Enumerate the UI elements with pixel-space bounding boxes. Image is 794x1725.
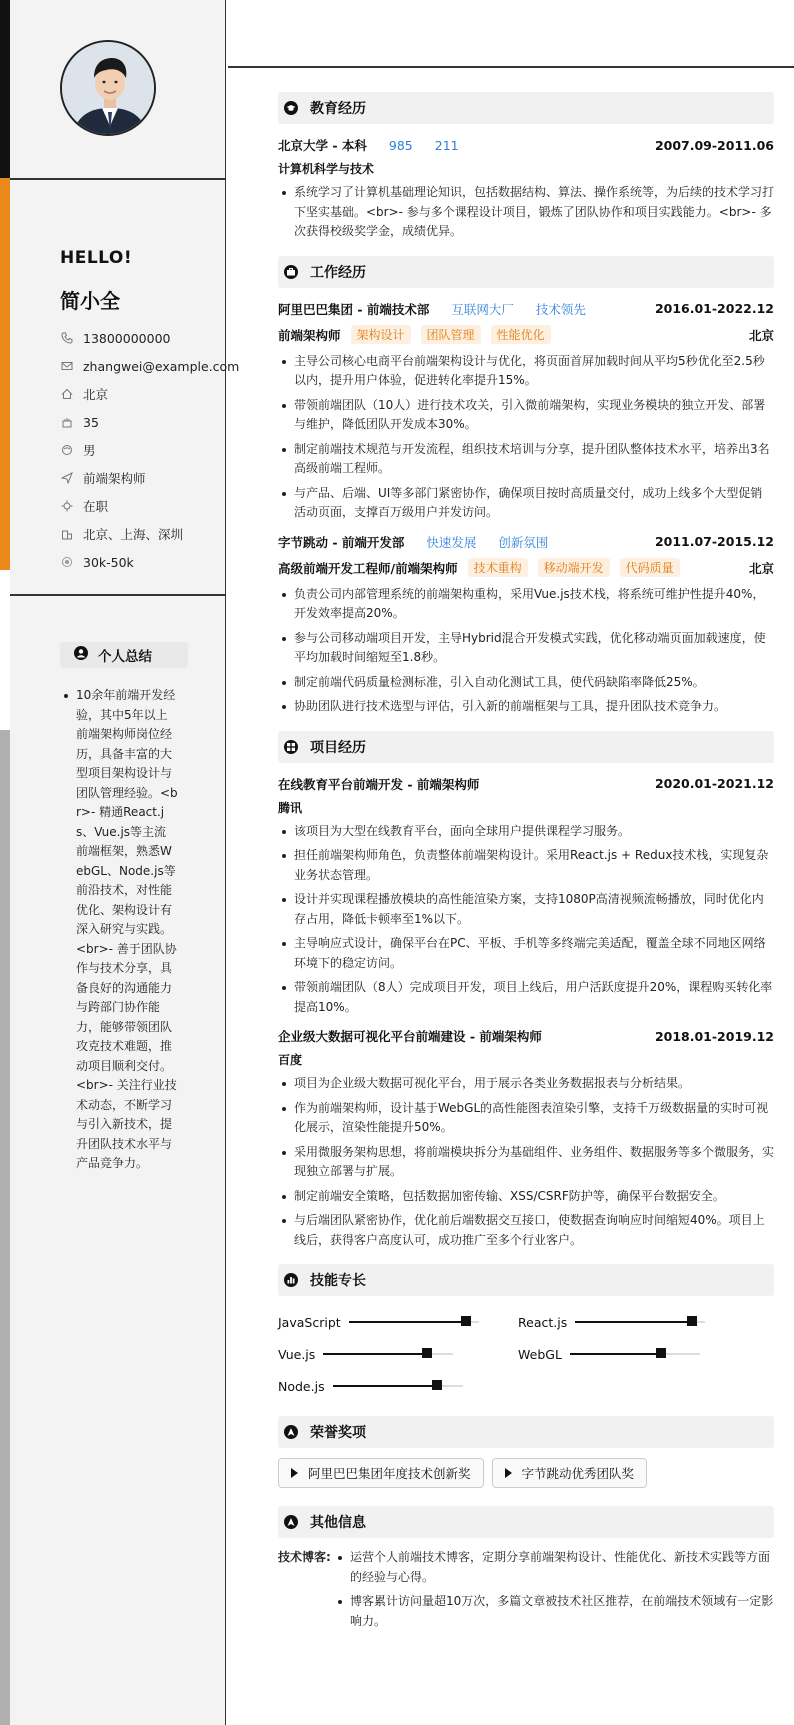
info-cities (60, 520, 239, 548)
info-age (60, 408, 239, 436)
education-row (278, 134, 774, 156)
grid-icon (284, 740, 298, 754)
skill-item (278, 1306, 518, 1338)
age-icon (60, 416, 73, 429)
skill-name: Node.js (278, 1378, 325, 1394)
education-date: 2007.09-2011.06 (654, 137, 774, 153)
play-icon (291, 1468, 298, 1478)
job-company: 阿里巴巴集团 - 前端技术部 (278, 301, 430, 317)
list-item: 博客累计访问量超10万次，多篇文章被技术社区推荐，在前端技术领域有一定影响力。 (334, 1592, 774, 1631)
list-item: 制定前端技术规范与开发流程，组织技术培训与分享，提升团队整体技术水平，培养出3名高级前端工程师。 (278, 440, 774, 479)
list-item: 主导公司核心电商平台前端架构设计与优化，将页面首屏加载时间从平均5秒优化至2.5秒以内，提升用户体验，促进转化率提升15%。 (278, 352, 774, 391)
project-name: 企业级大数据可视化平台前端建设 - 前端架构师 (278, 1029, 542, 1044)
awards-list (278, 1458, 774, 1488)
list-item: 与产品、后端、UI等多部门紧密协作，确保项目按时高质量交付，成功上线多个大型促销活动页面，支撑百万级用户并发访问。 (278, 484, 774, 523)
list-item: 运营个人前端技术博客，定期分享前端架构设计、性能优化、新技术实践等方面的经验与心得。 (334, 1548, 774, 1587)
candidate-name: 简小全 (60, 289, 120, 313)
skill-tag: 性能优化 (491, 325, 551, 344)
sidebar-divider-bottom (10, 594, 225, 596)
header-divider (228, 66, 794, 68)
job-bullets (278, 585, 774, 717)
info-phone-text: 13800000000 (83, 330, 171, 346)
graduation-cap-icon (284, 101, 298, 115)
info-icon (284, 1515, 298, 1529)
job-city: 北京 (748, 560, 774, 576)
left-color-strip (0, 0, 10, 1725)
briefcase-icon (284, 265, 298, 279)
sidebar-divider-top (10, 178, 225, 180)
info-status (60, 492, 239, 520)
list-item: 带领前端团队（10人）进行技术攻关，引入微前端架构，实现业务模块的独立开发、部署与维护，降低团队开发成本30%。 (278, 396, 774, 435)
skill-bar (349, 1321, 479, 1323)
education-bullets (278, 183, 774, 242)
projects-heading (278, 731, 774, 763)
play-icon (505, 1468, 512, 1478)
skill-tag: 架构设计 (351, 325, 411, 344)
skill-tag: 代码质量 (620, 558, 680, 577)
job-date: 2011.07-2015.12 (654, 534, 774, 549)
info-position (60, 464, 239, 492)
job-tag: 创新氛围 (498, 534, 549, 550)
list-item: 项目为企业级大数据可视化平台，用于展示各类业务数据报表与分析结果。 (278, 1074, 774, 1094)
list-item: 协助团队进行技术选型与评估，引入新的前端框架与工具，提升团队技术竞争力。 (278, 697, 774, 717)
list-item: 负责公司内部管理系统的前端架构重构，采用Vue.js技术栈，将系统可维护性提升40%，开发效率提高20%。 (278, 585, 774, 624)
job-role: 高级前端开发工程师/前端架构师 (278, 560, 458, 576)
education-tag: 985 (388, 137, 413, 153)
summary-heading (60, 642, 188, 668)
award-icon (284, 1425, 298, 1439)
awards-heading (278, 1416, 774, 1448)
list-item: 主导响应式设计，确保平台在PC、平板、手机等多终端完美适配，覆盖全球不同地区网络环境下的稳定访问。 (278, 934, 774, 973)
education-heading (278, 92, 774, 124)
content-column (278, 92, 774, 1644)
list-item: 作为前端架构师，设计基于WebGL的高性能图表渲染引擎，支持千万级数据量的实时可视化展示，渲染性能提升50%。 (278, 1099, 774, 1138)
list-item: 该项目为大型在线教育平台，面向全球用户提供课程学习服务。 (278, 822, 774, 842)
skill-bar-knob (422, 1348, 432, 1358)
info-position-text: 前端架构师 (83, 471, 146, 486)
greeting: HELLO! (60, 248, 133, 268)
strip-white (0, 570, 10, 730)
sidebar (10, 0, 240, 1725)
job-entry (278, 298, 774, 523)
job-tag: 快速发展 (426, 534, 477, 550)
info-gender-text: 男 (83, 443, 96, 458)
project-date: 2018.01-2019.12 (654, 1028, 774, 1044)
job-company: 字节跳动 - 前端开发部 (278, 534, 405, 550)
education-tag: 211 (434, 137, 459, 153)
contact-info-list (60, 324, 239, 576)
other-heading (278, 1506, 774, 1538)
info-phone (60, 324, 239, 352)
skill-bar-fill (570, 1353, 661, 1355)
skill-name: WebGL (518, 1346, 562, 1362)
project-org: 腾讯 (278, 800, 303, 815)
skill-bar-fill (323, 1353, 427, 1355)
education-school: 北京大学 - 本科 (278, 138, 367, 153)
other-label: 技术博客: (278, 1550, 331, 1564)
skill-item (518, 1306, 758, 1338)
projects-title: 项目经历 (310, 739, 366, 756)
status-icon (60, 500, 73, 513)
list-item: 担任前端架构师角色，负责整体前端架构设计。采用React.js + Redux技术栈，实现复杂业务状态管理。 (278, 846, 774, 885)
award-item (278, 1458, 484, 1488)
city-icon (60, 528, 73, 541)
job-tag: 互联网大厂 (451, 301, 514, 317)
main-content (228, 0, 794, 1725)
education-major: 计算机科学与技术 (278, 162, 375, 176)
skill-bar-fill (349, 1321, 466, 1323)
list-item: 制定前端代码质量检测标准，引入自动化测试工具，使代码缺陷率降低25%。 (278, 673, 774, 693)
job-role: 前端架构师 (278, 327, 341, 343)
info-email-text: zhangwei@example.com (83, 358, 240, 374)
list-item: 参与公司移动端项目开发，主导Hybrid混合开发模式实践，优化移动端页面加载速度，使平均加载时间缩短至1.8秒。 (278, 629, 774, 668)
skill-tag: 团队管理 (421, 325, 481, 344)
skill-bar (575, 1321, 705, 1323)
skill-bar (570, 1353, 700, 1355)
strip-black (0, 0, 10, 178)
list-item: 设计并实现课程播放模块的高性能渲染方案，支持1080P高清视频流畅播放，同时优化内存占用，降低卡顿率至1%以下。 (278, 890, 774, 929)
salary-icon (60, 556, 73, 569)
project-bullets (278, 822, 774, 1018)
list-item: 制定前端安全策略，包括数据加密传输、XSS/CSRF防护等，确保平台数据安全。 (278, 1187, 774, 1207)
info-status-text: 在职 (83, 499, 109, 514)
summary-title: 个人总结 (98, 649, 152, 665)
other-bullets (334, 1548, 774, 1636)
strip-orange (0, 178, 10, 570)
skill-name: Vue.js (278, 1346, 316, 1362)
skill-bar-knob (687, 1316, 697, 1326)
work-title: 工作经历 (310, 264, 366, 281)
phone-icon (60, 332, 73, 345)
mail-icon (60, 360, 73, 373)
skills-list (278, 1306, 774, 1402)
skills-title: 技能专长 (310, 1273, 366, 1289)
info-cities-text: 北京、上海、深圳 (83, 527, 184, 542)
skill-item (278, 1338, 518, 1370)
skill-bar-knob (656, 1348, 666, 1358)
list-item: 采用微服务架构思想，将前端模块拆分为基础组件、业务组件、数据服务等多个微服务，实现独立部署与扩展。 (278, 1143, 774, 1182)
bar-chart-icon (284, 1273, 298, 1287)
info-gender (60, 436, 239, 464)
job-date: 2016.01-2022.12 (654, 301, 774, 316)
user-icon (74, 646, 88, 664)
award-label: 字节跳动优秀团队奖 (521, 1466, 635, 1481)
skill-tag: 移动端开发 (538, 558, 610, 577)
list-item: 带领前端团队（8人）完成项目开发，项目上线后，用户活跃度提升20%，课程购买转化率提高10%。 (278, 978, 774, 1017)
skill-tag: 技术重构 (468, 558, 528, 577)
project-entry (278, 1025, 774, 1250)
work-heading (278, 256, 774, 288)
project-bullets (278, 1074, 774, 1250)
skill-bar-knob (461, 1316, 471, 1326)
info-location-text: 北京 (83, 387, 109, 402)
info-email (60, 352, 239, 380)
info-age-text: 35 (83, 414, 99, 430)
award-label: 阿里巴巴集团年度技术创新奖 (308, 1466, 471, 1481)
job-tag: 技术领先 (535, 301, 586, 317)
skill-bar (323, 1353, 453, 1355)
list-item: 与后端团队紧密协作，优化前后端数据交互接口，使数据查询响应时间缩短40%。项目上线后，获得客户高度认可，成功推广至多个行业客户。 (278, 1211, 774, 1250)
job-bullets (278, 352, 774, 523)
job-city: 北京 (748, 327, 774, 343)
info-salary (60, 548, 239, 576)
project-entry (278, 773, 774, 1018)
list-item: 系统学习了计算机基础理论知识，包括数据结构、算法、操作系统等，为后续的技术学习打下坚实基础。<br>- 参与多个课程设计项目，锻炼了团队协作和项目实践能力。<br>- 多次获得校级奖学金，成绩优异。 (278, 183, 774, 242)
avatar (60, 40, 156, 136)
award-item (492, 1458, 648, 1488)
home-icon (60, 388, 73, 401)
skills-heading (278, 1264, 774, 1296)
project-date: 2020.01-2021.12 (654, 776, 774, 791)
position-icon (60, 472, 73, 485)
education-title: 教育经历 (310, 101, 366, 117)
info-salary-text: 30k-50k (83, 554, 134, 570)
other-info (278, 1548, 774, 1644)
skill-name: React.js (518, 1314, 568, 1330)
job-entry (278, 531, 774, 717)
skill-name: JavaScript (278, 1314, 341, 1330)
awards-title: 荣誉奖项 (310, 1425, 366, 1441)
skill-bar-fill (575, 1321, 692, 1323)
skill-bar (333, 1385, 463, 1387)
summary-text: 10余年前端开发经验，其中5年以上前端架构师岗位经历，具备丰富的大型项目架构设计与团队管理经验。<br>- 精通React.js、Vue.js等主流前端框架，熟悉WebGL、Node.js等前沿技术，对性能优化、架构设计有深入研究与实践。<br>- 善于团队协作与技术分享，具备良好的沟通能力与跨部门协作能力，能够带领团队攻克技术难题，推动项目顺利交付。<br>- 关注行业技术动态，不断学习与引入新技术，提升团队技术水平与产品竞争力。 (60, 686, 178, 1174)
project-name: 在线教育平台前端开发 - 前端架构师 (278, 776, 480, 792)
avatar-illustration (62, 42, 156, 136)
skill-bar-knob (432, 1380, 442, 1390)
skill-item (518, 1338, 758, 1370)
project-org: 百度 (278, 1053, 303, 1067)
skill-bar-fill (333, 1385, 437, 1387)
skill-item (278, 1370, 518, 1402)
info-location (60, 380, 239, 408)
gender-icon (60, 444, 73, 457)
summary-list (60, 686, 178, 1179)
other-title: 其他信息 (310, 1515, 366, 1531)
